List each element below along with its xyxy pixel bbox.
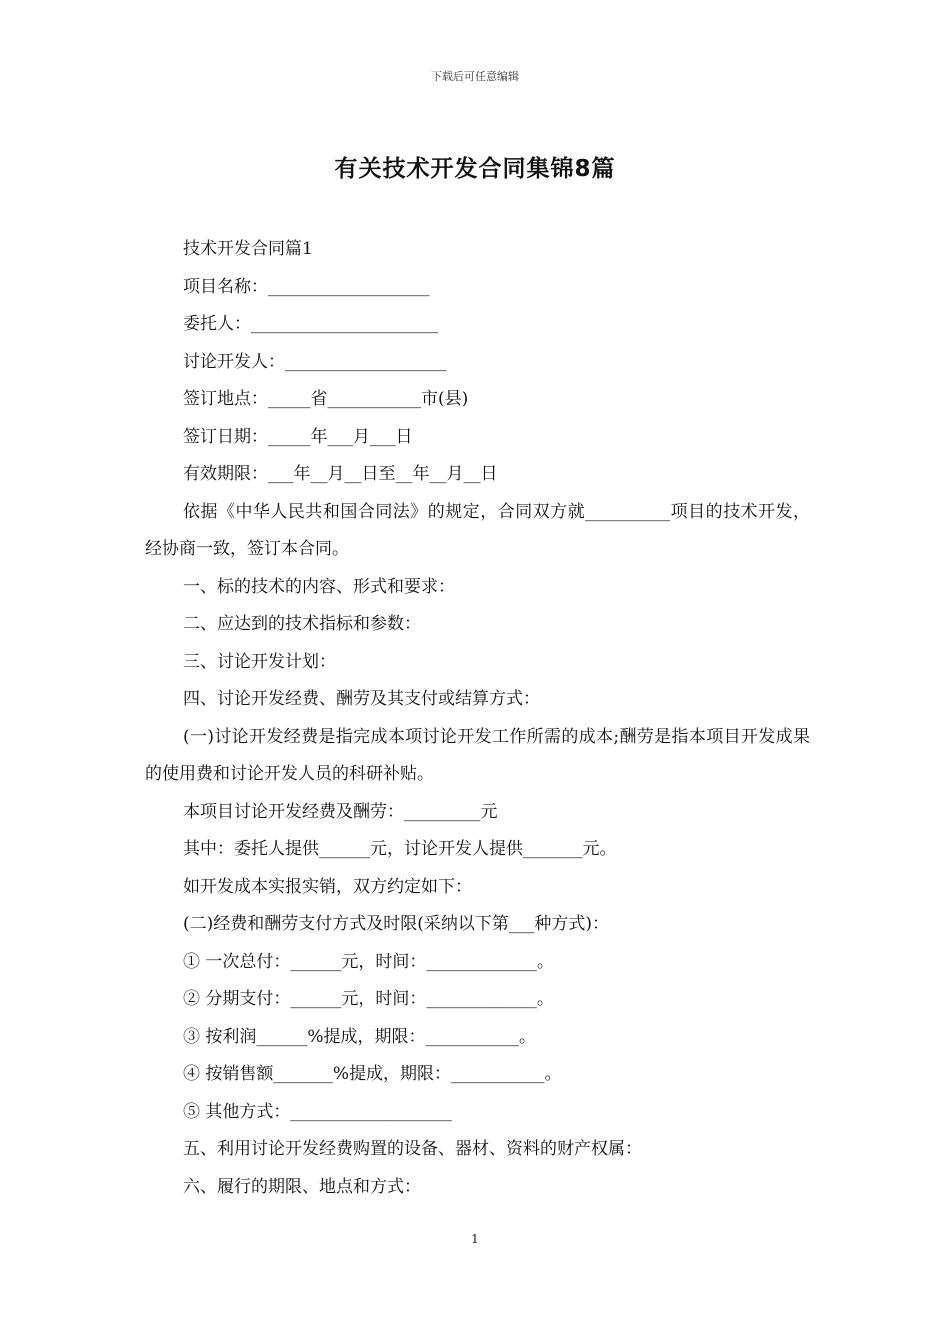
clause-1: 一、标的技术的内容、形式和要求： [183, 576, 455, 597]
clause-4-1: (一)讨论开发经费是指完成本项讨论开发工作所需的成本;酬劳是指本项目开发成果的使用费和讨论开发人员的科研补贴。 [145, 726, 810, 784]
clause-5: 五、利用讨论开发经费购置的设备、器材、资料的财产权属： [183, 1139, 642, 1159]
clause-4-2: (二)经费和酬劳支付方式及时限(采纳以下第___种方式)： [183, 914, 610, 934]
field-client: 委托人：______________________ [183, 314, 438, 334]
clause-4: 四、讨论开发经费、酬劳及其支付或结算方式： [183, 689, 540, 709]
intro-paragraph: 依据《中华人民共和国合同法》的规定，合同双方就__________项目的技术开发，经协商一致，签订本合同。 [145, 501, 810, 559]
funding-split: 其中：委托人提供______元，讨论开发人提供_______元。 [183, 839, 617, 859]
field-project-name: 项目名称：___________________ [183, 276, 430, 297]
field-signing-date: 签订日期：_____年___月___日 [183, 426, 413, 447]
payment-option-1: ① 一次总付：______元，时间：_____________。 [183, 951, 554, 972]
document-body [145, 231, 810, 1206]
field-validity-period: 有效期限：___年__月__日至__年__月__日 [183, 464, 498, 484]
funding-amount: 本项目讨论开发经费及酬劳：_________元 [183, 801, 498, 822]
field-developer: 讨论开发人：___________________ [183, 351, 447, 372]
cost-reimbursement: 如开发成本实报实销，双方约定如下： [183, 876, 472, 897]
clause-2: 二、应达到的技术指标和参数： [183, 614, 421, 634]
clause-6: 六、履行的期限、地点和方式： [183, 1176, 421, 1197]
document-title: 有关技术开发合同集锦8篇 [334, 156, 616, 182]
payment-option-5: ⑤ 其他方式：___________________ [183, 1101, 452, 1122]
clause-3: 三、讨论开发计划： [183, 651, 336, 672]
payment-option-4: ④ 按销售额_______%提成，期限：___________。 [183, 1064, 562, 1084]
payment-option-2: ② 分期支付：______元，时间：_____________。 [183, 989, 554, 1009]
payment-option-3: ③ 按利润______%提成，期限：___________。 [183, 1026, 537, 1047]
page-number: 1 [471, 1232, 479, 1246]
page-header: 下载后可任意编辑 [431, 70, 519, 83]
field-signing-place: 签订地点：_____省___________市(县) [183, 389, 469, 409]
section-heading: 技术开发合同篇1 [183, 239, 313, 259]
